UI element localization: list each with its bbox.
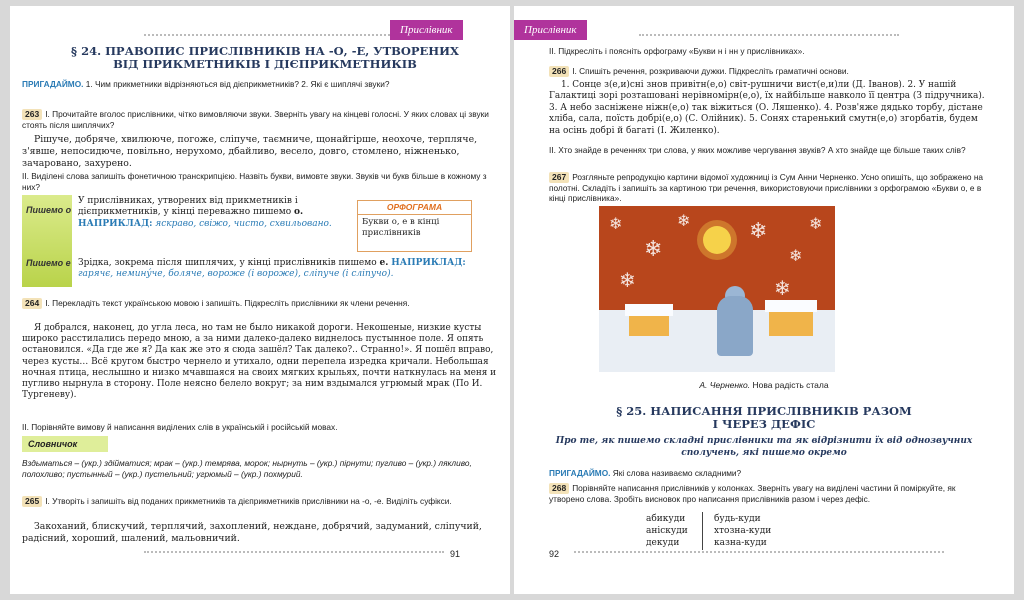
- exercise-266-task: [549, 66, 989, 77]
- orthogram-body: Букви о, е в кінці прислівників: [362, 217, 440, 238]
- rule-e-text: [78, 258, 478, 281]
- snowflake-icon: ❄: [619, 270, 636, 292]
- column-together: [646, 513, 688, 549]
- exercise-267-task: [549, 172, 989, 204]
- rule-o-letter: о.: [294, 207, 304, 218]
- exercise-267-number: 267: [549, 172, 569, 183]
- sun-shape: [703, 226, 731, 254]
- word-item: казна-куди: [714, 538, 767, 548]
- snowflake-icon: ❄: [609, 216, 623, 233]
- rule-o-examples: яскраво, свіжо, чисто, схвильовано.: [152, 218, 332, 229]
- exercise-265-words: Закоханий, блискучий, терплячий, захоплений, неждане, добрячий, задуманий, сліпучий, радісний, хороший, шалений, мальовничий.: [22, 521, 482, 544]
- footer-dots: [144, 551, 444, 553]
- page-number: 91: [450, 549, 461, 559]
- remember-text: Які слова називаємо складними?: [610, 468, 742, 478]
- title-line-2: І ЧЕРЕЗ ДЕФІС: [712, 417, 816, 431]
- orthogram-box: [357, 200, 472, 252]
- page-number: 92: [549, 549, 560, 559]
- exercise-265-instruction: І. Утворіть і запишіть від поданих прикметників та дієприкметників прислівники на -о, -е. Виділіть суфікси.: [45, 496, 452, 506]
- rule-e-letter: е.: [379, 258, 389, 268]
- caption-author: А. Черненко.: [699, 380, 751, 390]
- exercise-264-number: 264: [22, 298, 42, 309]
- rule-e-example-label: НАПРИКЛАД:: [391, 258, 466, 268]
- exercise-264-text: Я добрался, наконец, до угла леса, но там не было никакой дороги. Некошеные, низкие кусты широко расстилались передо мною, а за ними далеко-далеко виднелось пустынное поле. Я опять остановился. «Да где же я? Да как же это я сюда зашёл? Так далеко?.. Странно!». Я пошёл вправо, через кусты… Всё кругом быстро чернело и утихало, одни перепела изредка кричали. Небольшая ночная птица, неслышно и низко мчавшаяся на своих мягких крыльях, почти наткнулась на меня и пугливо нырнула в сторону. Поле неясно белело вокруг; за ним вздымался угрюмый мрак (По И. Тургеневу).: [22, 323, 497, 401]
- exercise-263-number: 263: [22, 109, 42, 120]
- header-dots: [639, 34, 899, 36]
- snowflake-icon: ❄: [774, 278, 791, 300]
- page-title: [30, 45, 500, 71]
- rule-o-body: У прислівниках, утворених від прикметників і дієприкметників, у кінці переважно пишемо: [78, 196, 298, 218]
- exercise-268-instruction: Порівняйте написання прислівників у колонках. Зверніть увагу на виділені частини й поміркуйте, як утворено слова. Зробіть висновок про написання прислівників разом і через дефіс.: [549, 483, 956, 504]
- caption-title: Нова радість стала: [750, 380, 829, 390]
- exercise-266-number: 266: [549, 66, 569, 77]
- exercise-264-instruction: І. Перекладіть текст українською мовою і запишіть. Підкресліть прислівники як члени речення.: [45, 298, 410, 308]
- title-line-1: § 25. НАПИСАННЯ ПРИСЛІВНИКІВ РАЗОМ: [616, 404, 912, 418]
- orthogram-title: ОРФОГРАМА: [358, 201, 471, 215]
- title-line-1: § 24. ПРАВОПИС ПРИСЛІВНИКІВ НА -О, -Е, УТВОРЕНИХ: [71, 44, 459, 58]
- exercise-264-task2: ІІ. Порівняйте вимову й написання виділених слів в українській і російській мовах.: [22, 422, 338, 432]
- column-hyphen: [714, 513, 771, 549]
- right-page: [514, 6, 1014, 594]
- title-line-2: ВІД ПРИКМЕТНИКІВ І ДІЄПРИКМЕТНИКІВ: [113, 57, 417, 71]
- roof-shape: [765, 300, 817, 312]
- word-item: будь-куди: [714, 514, 761, 524]
- snowflake-icon: ❄: [677, 213, 691, 230]
- remember-block: [549, 468, 989, 479]
- rule-o-example-label: НАПРИКЛАД:: [78, 218, 153, 229]
- word-item: абикуди: [646, 514, 686, 524]
- rule-label-o: Пишемо о: [26, 205, 72, 215]
- exercise-263-task: [22, 109, 498, 130]
- rule-e-body: Зрідка, зокрема після шиплячих, у кінці прислівників пишемо: [78, 258, 377, 268]
- house-shape: [769, 310, 813, 336]
- exercise-263-instruction: І. Прочитайте вголос прислівники, чітко вимовляючи звуки. Зверніть увагу на кінцеві голосні. У яких словах ці звуки стоять після шиплячих?: [22, 109, 489, 130]
- rule-label-e: Пишемо е: [26, 258, 71, 268]
- footer-dots: [574, 551, 944, 553]
- exercise-263-words: Рішуче, добряче, хвилююче, погоже, сліпуче, таємниче, щонайгірше, неохоче, терпляче, з'явше, непосидюче, повільно, нерухомо, дбайливо, весело, довго, стомлено, ніжненько, зачаровано, захурено.: [22, 134, 478, 169]
- exercise-265-task: [22, 496, 498, 507]
- snowflake-icon: ❄: [749, 218, 768, 243]
- exercise-266-task2: ІІ. Хто знайде в реченнях три слова, у яких можливе чергування звуків? А хто знайде ще більше таких слів?: [549, 145, 966, 155]
- figure-body: [717, 296, 753, 356]
- exercise-263-task2: ІІ. Виділені слова запишіть фонетичною транскрипцією. Назвіть букви, вимовте звуки. Звуків чи букв більше в кожному з них?: [22, 171, 487, 192]
- column-divider: [702, 512, 703, 550]
- glossary-text: Вздыматься – (укр.) здійматися; мрак – (укр.) темрява, морок; нырнуть – (укр.) пірнути; пугливо – (укр.) лякливо, полохливо; пустынный – (укр.) пустельний; угрюмый – (укр.) похмурий.: [22, 458, 472, 479]
- rule-o-text: [78, 196, 348, 230]
- remember-label: ПРИГАДАЙМО.: [549, 468, 611, 478]
- remember-text: 1. Чим прикметники відрізняються від дієприкметників? 2. Які є шиплячі звуки?: [83, 79, 390, 89]
- top-task: ІІ. Підкресліть і поясніть орфограму «Букви н і нн у прислівниках».: [549, 46, 805, 56]
- section-tag: Прислівник: [514, 20, 587, 40]
- rule-e-examples: гарячє, немину́че, боляче, вороже (і вороже), сліпуче (і сліпучо).: [78, 269, 394, 280]
- remember-label: ПРИГАДАЙМО.: [22, 79, 84, 89]
- snowflake-icon: ❄: [789, 248, 803, 265]
- remember-block: [22, 79, 498, 90]
- exercise-266-text: 1. Сонце з(е,и)сні знов привітн(е,о) світ-рушничи вист(е,и)ли (Д. Іванов). 2. У нашій Галактиці зорі розташовані нерівномірн(е,о), їх найбільше навколо її центра (З підручника). 3. А небо засніжене ніжн(е,о) так віжиться (О. Ляшенко). 4. Розв'яже дядько торбу, дістане хліба, сала, поїсть добрі(е,о) (С. Олійник). 5. Сонях старенький смутн(е,о) згорбатів, будем на осінь добрі й багаті (І. Жиленко).: [549, 80, 985, 136]
- painting-caption: [514, 380, 1014, 390]
- exercise-268-number: 268: [549, 483, 569, 494]
- header-dots: [144, 34, 390, 36]
- roof-shape: [625, 304, 673, 316]
- word-item: декуди: [646, 538, 680, 548]
- section-subtitle: Про те, як пишемо складні прислівники та як відрізнити їх від однозвучних сполучень, які пишемо окремо: [555, 436, 973, 458]
- rule-sidebar: [22, 195, 72, 287]
- exercise-264-task: [22, 298, 498, 309]
- glossary-label: Словничок: [22, 436, 108, 452]
- exercise-267-instruction: Розгляньте репродукцію картини відомої художниці із Сум Анни Черненко. Усно опишіть, що зображено на полотні. Складіть і запишіть за картиною три речення, використовуючи прислівники з орфограмою «Букви о, е в кінці прислівника».: [549, 172, 984, 203]
- word-item: аніскуди: [646, 526, 688, 536]
- painting-image: [599, 206, 835, 372]
- exercise-265-number: 265: [22, 496, 42, 507]
- section-25-title: [534, 405, 994, 431]
- exercise-266-instruction: І. Спишіть речення, розкриваючи дужки. Підкресліть граматичні основи.: [572, 66, 849, 76]
- house-shape: [629, 314, 669, 336]
- section-tag: Прислівник: [390, 20, 463, 40]
- exercise-268-task: [549, 483, 989, 504]
- snowflake-icon: ❄: [644, 236, 663, 261]
- left-page: [10, 6, 510, 594]
- snowflake-icon: ❄: [809, 216, 823, 233]
- word-item: хтозна-куди: [714, 526, 772, 536]
